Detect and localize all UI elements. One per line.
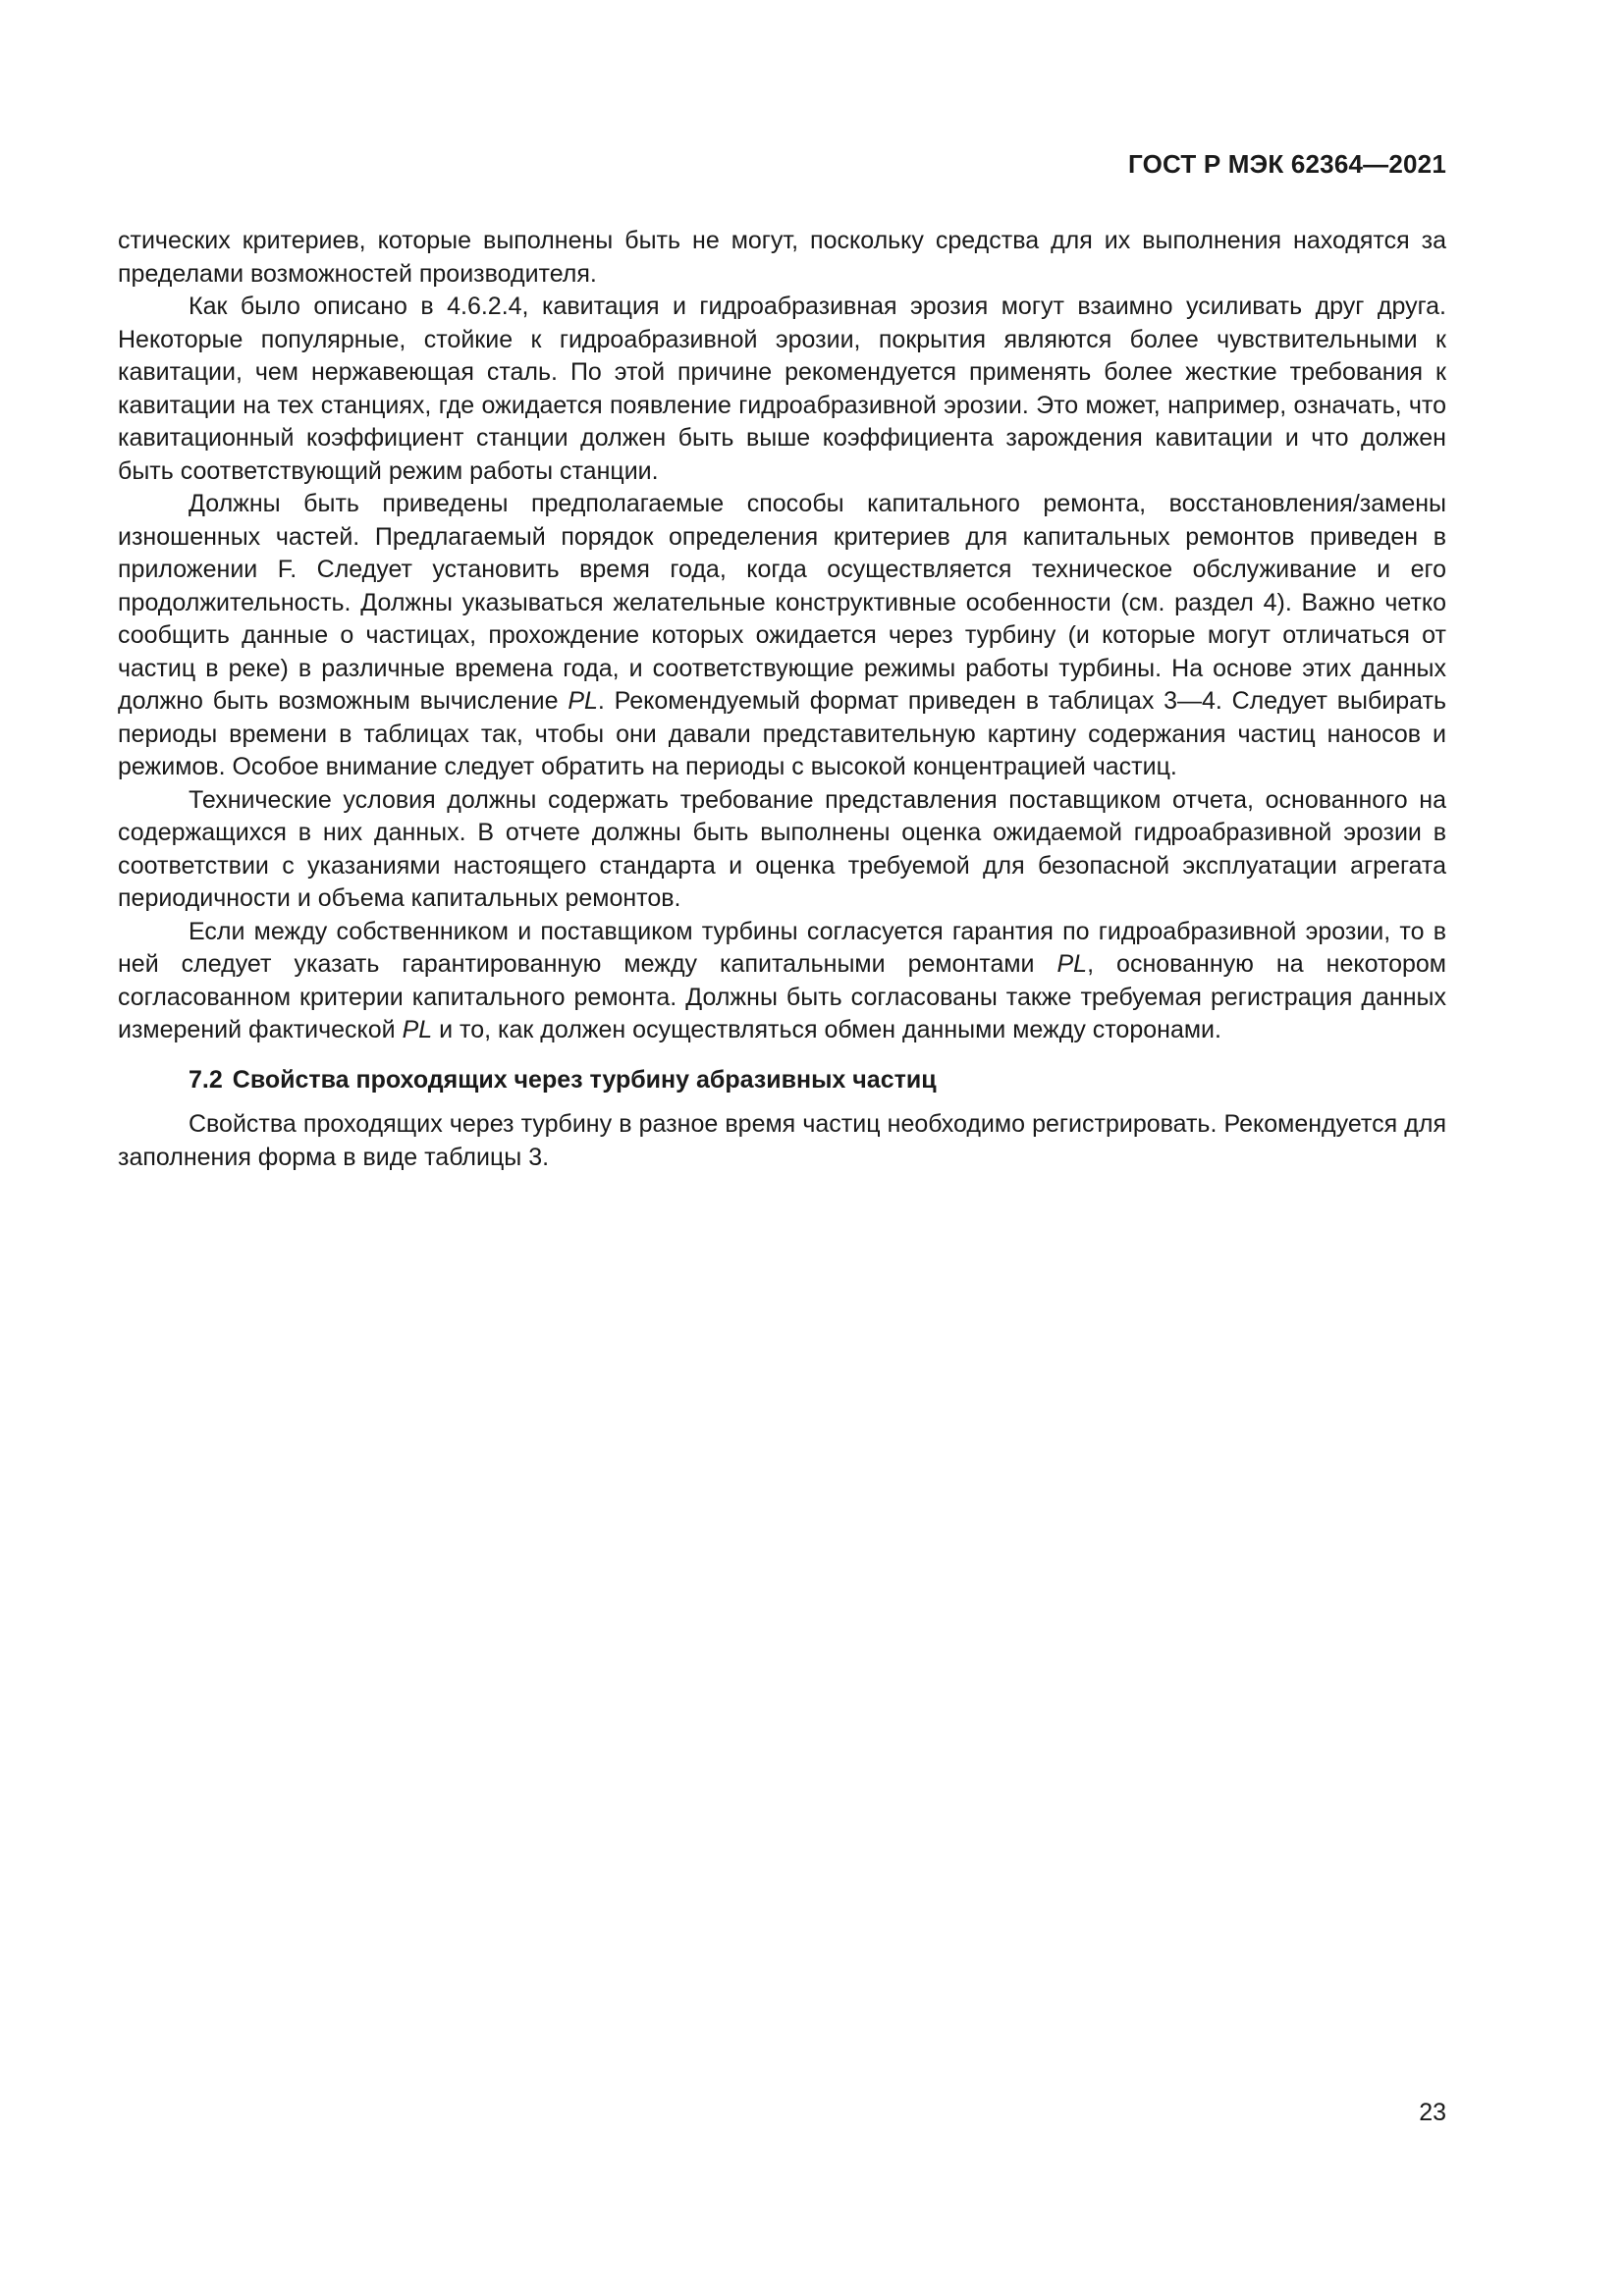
pl-term: PL xyxy=(1056,950,1088,978)
paragraph-text: стических критериев, которые выполнены быть не могут, поскольку средства для их выполнения находятся за пределами возможностей производителя. xyxy=(118,227,1446,288)
body-text xyxy=(118,225,1446,1174)
paragraph-text: Технические условия должны содержать требование представления поставщиком отчета, основанного на содержащихся в них данных. В отчете должны быть выполнены оценка ожидаемой гидроабразивной эрозии в соответствии с указаниями настоящего стандарта и оценка требуемой для безопасной эксплуатации агрегата периодичности и объема капитальных ремонтов. xyxy=(118,785,1446,912)
paragraph-text: , основанную на некотором согласованном критерии капитального ремонта. Должны быть согласованы также требуемая регистрация данных измерений фактической xyxy=(118,950,1446,1043)
paragraph-cavitation xyxy=(118,291,1446,488)
paragraph-section-text xyxy=(118,1108,1446,1174)
paragraph-repair-methods xyxy=(118,488,1446,784)
pl-term: PL xyxy=(402,1016,433,1043)
page-number: 23 xyxy=(1419,2099,1446,2126)
paragraph-text: и то, как должен осуществляться обмен данными между сторонами. xyxy=(432,1016,1221,1043)
paragraph-continuation xyxy=(118,225,1446,291)
paragraph-text: Если между собственником и поставщиком турбины согласуется гарантия по гидроабразивной эрозии, то в ней следует указать гарантированную между капитальными ремонтами xyxy=(118,917,1446,978)
document-code-header: ГОСТ Р МЭК 62364—2021 xyxy=(1127,149,1446,179)
paragraph-text: Свойства проходящих через турбину в разное время частиц необходимо регистрировать. Рекомендуется для заполнения форма в виде таблицы 3. xyxy=(118,1110,1446,1171)
paragraph-text: Должны быть приведены предполагаемые способы капитального ремонта, восстановления/замены изношенных частей. Предлагаемый порядок определения критериев для капитальных ремонтов приведен в приложении F. Следует установить время года, когда осуществляется техническое обслуживание и его продолжительность. Должны указываться желательные конструктивные особенности (см. раздел 4). Важно четко сообщить данные о частицах, прохождение которых ожидается через турбину (и которые могут отличаться от частиц в реке) в различные времена года, и соответствующие режимы работы турбины. На основе этих данных должно быть возможным вычисление xyxy=(118,490,1446,715)
paragraph-text: . Рекомендуемый формат приведен в таблицах 3—4. Следует выбирать периоды времени в таблицах так, чтобы они давали представительную картину содержания частиц наносов и режимов. Особое внимание следует обратить на периоды с высокой концентрацией частиц. xyxy=(118,687,1447,780)
paragraph-guarantee xyxy=(118,916,1446,1047)
pl-term: PL xyxy=(568,687,598,715)
section-title: Свойства проходящих через турбину абразивных частиц xyxy=(232,1065,937,1094)
paragraph-text: Как было описано в 4.6.2.4, кавитация и гидроабразивная эрозия могут взаимно усиливать друг друга. Некоторые популярные, стойкие к гидроабразивной эрозии, покрытия являются более чувствительными к кавитации, чем нержавеющая сталь. По этой причине рекомендуется применять более жесткие требования к кавитации на тех станциях, где ожидается появление гидроабразивной эрозии. Это может, например, означать, что кавитационный коэффициент станции должен быть выше коэффициента зарождения кавитации и что должен быть соответствующий режим работы станции. xyxy=(118,293,1446,485)
section-number: 7.2 xyxy=(189,1065,223,1094)
section-heading xyxy=(118,1064,1446,1097)
paragraph-technical-conditions xyxy=(118,784,1446,916)
